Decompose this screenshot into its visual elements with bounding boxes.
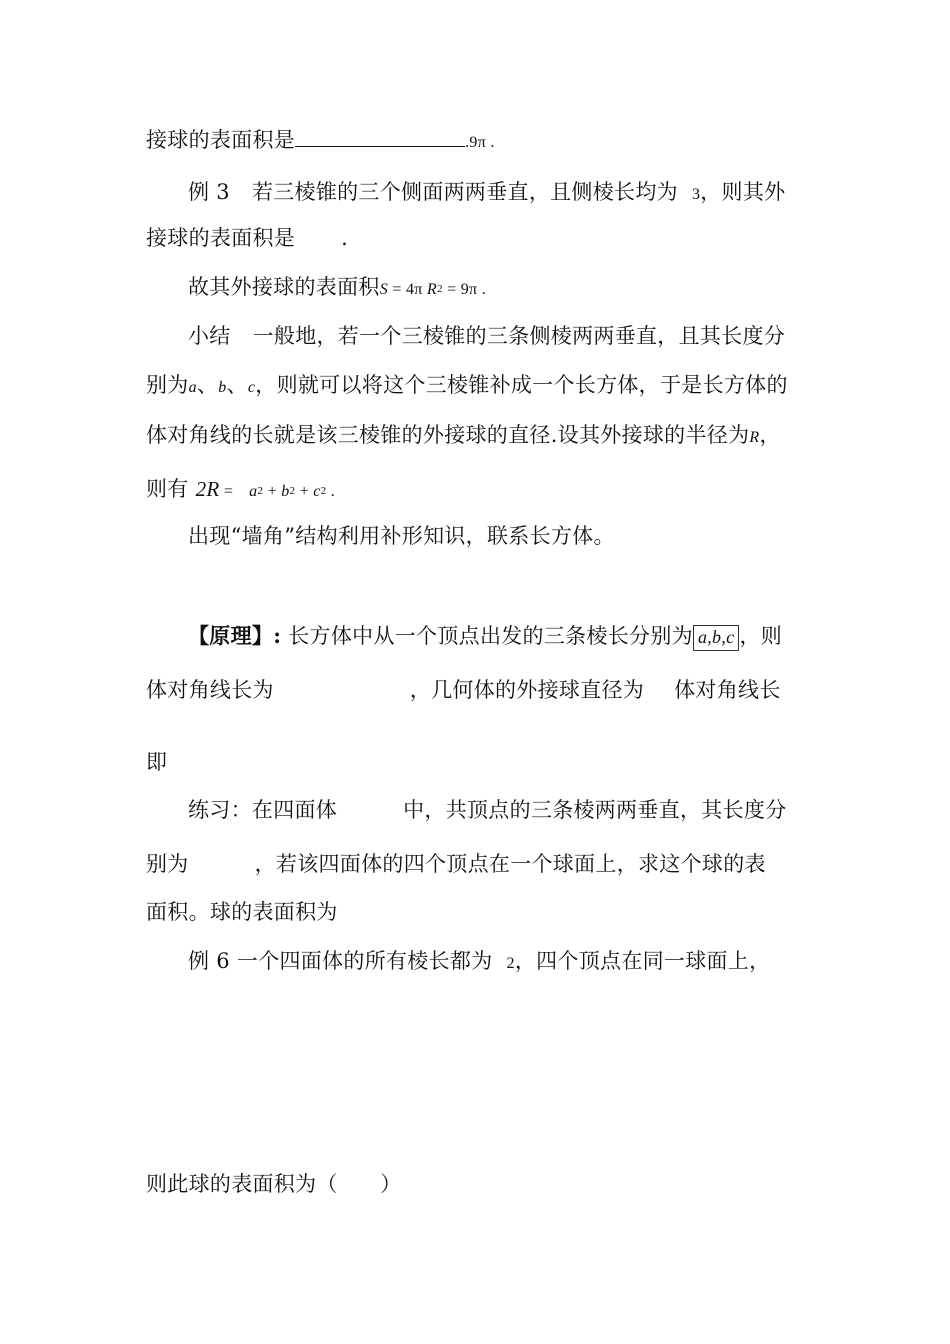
var-b: b xyxy=(218,379,227,396)
summary-line xyxy=(188,322,785,350)
formula-lhs: 2R xyxy=(195,477,220,501)
example-6-question xyxy=(146,1170,402,1198)
text: 体对角线的长就是该三棱锥的外接球的直径.设其外接球的半径为 xyxy=(146,423,750,447)
text-prefix: 接球的表面积是 xyxy=(146,128,296,152)
practice-line xyxy=(188,796,787,824)
edge-length-value: 3 xyxy=(691,186,701,203)
exp: 2 xyxy=(257,485,264,497)
example-text-end: ，则其外 xyxy=(700,180,786,204)
example-6-line xyxy=(188,947,770,978)
text-end: ， xyxy=(759,423,781,447)
solution-text: 故其外接球的表面积 xyxy=(188,275,380,299)
var-c: c xyxy=(247,379,256,396)
var-r: R xyxy=(749,429,760,446)
principle-line xyxy=(188,622,782,651)
question-end: . xyxy=(341,226,349,250)
exp: 2 xyxy=(320,485,327,497)
practice-line-3 xyxy=(146,898,338,926)
question-text: 接球的表面积是 xyxy=(146,226,296,250)
solution-line xyxy=(188,273,486,305)
example-3-line xyxy=(188,178,785,209)
principle-label: 【原理】: xyxy=(188,623,282,648)
text: 别为 xyxy=(146,373,189,397)
text: 别为 xyxy=(146,852,189,876)
practice-text: 中，共顶点的三条棱两两垂直，其长度分 xyxy=(403,798,787,822)
diagonal-line xyxy=(146,676,781,704)
exp: 2 xyxy=(289,485,296,497)
example-label: 例 3 xyxy=(188,180,230,204)
example-text: ，四个顶点在同一球面上， xyxy=(514,949,771,973)
text: ，若该四面体的四个顶点在一个球面上，求这个球的表 xyxy=(254,852,766,876)
principle-text: 长方体中从一个顶点出发的三条棱长分别为 xyxy=(281,624,693,648)
formula-line xyxy=(146,475,335,507)
answer-blank xyxy=(295,124,465,147)
principle-end: ，则 xyxy=(739,624,783,648)
abc-box: a,b,c xyxy=(693,625,740,651)
formula-part: = 4π xyxy=(388,281,427,298)
note-line xyxy=(188,522,615,550)
plus: + xyxy=(263,483,282,500)
sep: 、 xyxy=(196,373,219,397)
formula-eq: = xyxy=(219,483,234,500)
line-surface-area-answer xyxy=(146,124,495,157)
summary-line-3 xyxy=(146,421,781,452)
formula-end: . xyxy=(326,483,336,500)
practice-text: 练习：在四面体 xyxy=(188,798,338,822)
practice-line-2 xyxy=(146,850,766,878)
text: 体对角线长为 xyxy=(146,678,274,702)
question-text: 则此球的表面积为（ ） xyxy=(146,1172,402,1196)
text: ，则就可以将这个三棱锥补成一个长方体，于是长方体的 xyxy=(255,373,788,397)
summary-text: 一般地，若一个三棱锥的三条侧棱两两垂直，且其长度分 xyxy=(252,324,786,348)
edge-length-value: 2 xyxy=(506,955,515,972)
ji-line xyxy=(146,748,167,776)
sep: 、 xyxy=(226,373,248,397)
var-c: c xyxy=(313,483,321,500)
text: 则有 xyxy=(146,477,196,501)
text: 面积。球的表面积为 xyxy=(146,900,338,924)
example-3-question xyxy=(146,224,348,252)
summary-label: 小结 xyxy=(188,324,231,348)
formula-s: S xyxy=(379,281,389,298)
var-b: b xyxy=(281,483,290,500)
note-text: 出现“墙角”结构利用补形知识，联系长方体。 xyxy=(188,524,615,548)
formula-result: = 9π . xyxy=(442,281,487,298)
formula-exp: 2 xyxy=(437,283,443,295)
answer-value: .9π . xyxy=(465,134,495,151)
example-text: 例 6 一个四面体的所有棱长都为 xyxy=(188,949,493,973)
text: 即 xyxy=(146,750,168,774)
text: ，几何体的外接球直径为 xyxy=(409,678,645,702)
example-text: 若三棱锥的三个侧面两两垂直，且侧棱长均为 xyxy=(251,180,678,204)
summary-line-2 xyxy=(146,371,788,402)
formula-r: R xyxy=(426,281,437,298)
text: 体对角线长 xyxy=(674,678,781,702)
plus: + xyxy=(295,483,314,500)
var-a: a xyxy=(249,483,258,500)
var-a: a xyxy=(188,379,197,396)
